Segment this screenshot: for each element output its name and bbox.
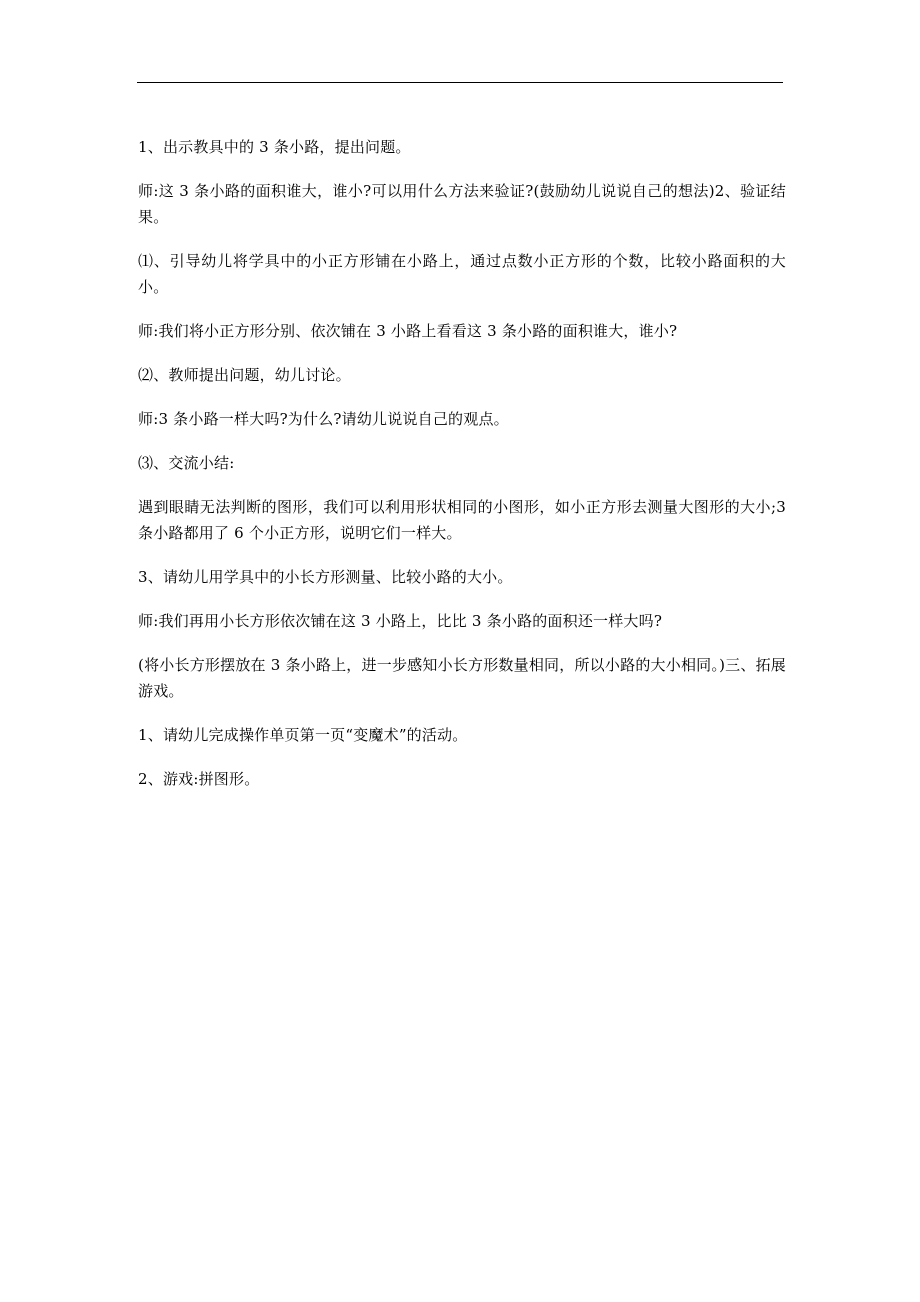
paragraph-9: 3、请幼儿用学具中的小长方形测量、比较小路的大小。 bbox=[138, 568, 513, 586]
paragraph-11: (将小长方形摆放在 3 条小路上，进一步感知小长方形数量相同，所以小路的大小相同。)三、拓展游戏。 bbox=[138, 656, 786, 700]
paragraph-7: ⑶、交流小结: bbox=[138, 454, 235, 472]
paragraph-13: 2、游戏:拼图形。 bbox=[138, 770, 260, 788]
paragraph-8: 遇到眼睛无法判断的图形，我们可以利用形状相同的小图形，如小正方形去测量大图形的大小;3 条小路都用了 6 个小正方形，说明它们一样大。 bbox=[138, 498, 786, 542]
document-body bbox=[138, 134, 786, 810]
paragraph-6: 师:3 条小路一样大吗?为什么?请幼儿说说自己的观点。 bbox=[138, 410, 509, 428]
paragraph-5: ⑵、教师提出问题，幼儿讨论。 bbox=[138, 366, 351, 384]
paragraph-3: ⑴、引导幼儿将学具中的小正方形铺在小路上，通过点数小正方形的个数，比较小路面积的大小。 bbox=[138, 252, 786, 296]
paragraph-4: 师:我们将小正方形分别、依次铺在 3 小路上看看这 3 条小路的面积谁大，谁小? bbox=[138, 322, 678, 340]
paragraph-10: 师:我们再用小长方形依次铺在这 3 小路上，比比 3 条小路的面积还一样大吗? bbox=[138, 612, 663, 630]
paragraph-1: 1、出示教具中的 3 条小路，提出问题。 bbox=[138, 138, 411, 156]
header-rule bbox=[137, 82, 783, 83]
paragraph-12: 1、请幼儿完成操作单页第一页“变魔术”的活动。 bbox=[138, 726, 468, 744]
paragraph-2: 师:这 3 条小路的面积谁大，谁小?可以用什么方法来验证?(鼓励幼儿说说自己的想法)2、验证结果。 bbox=[138, 182, 786, 226]
